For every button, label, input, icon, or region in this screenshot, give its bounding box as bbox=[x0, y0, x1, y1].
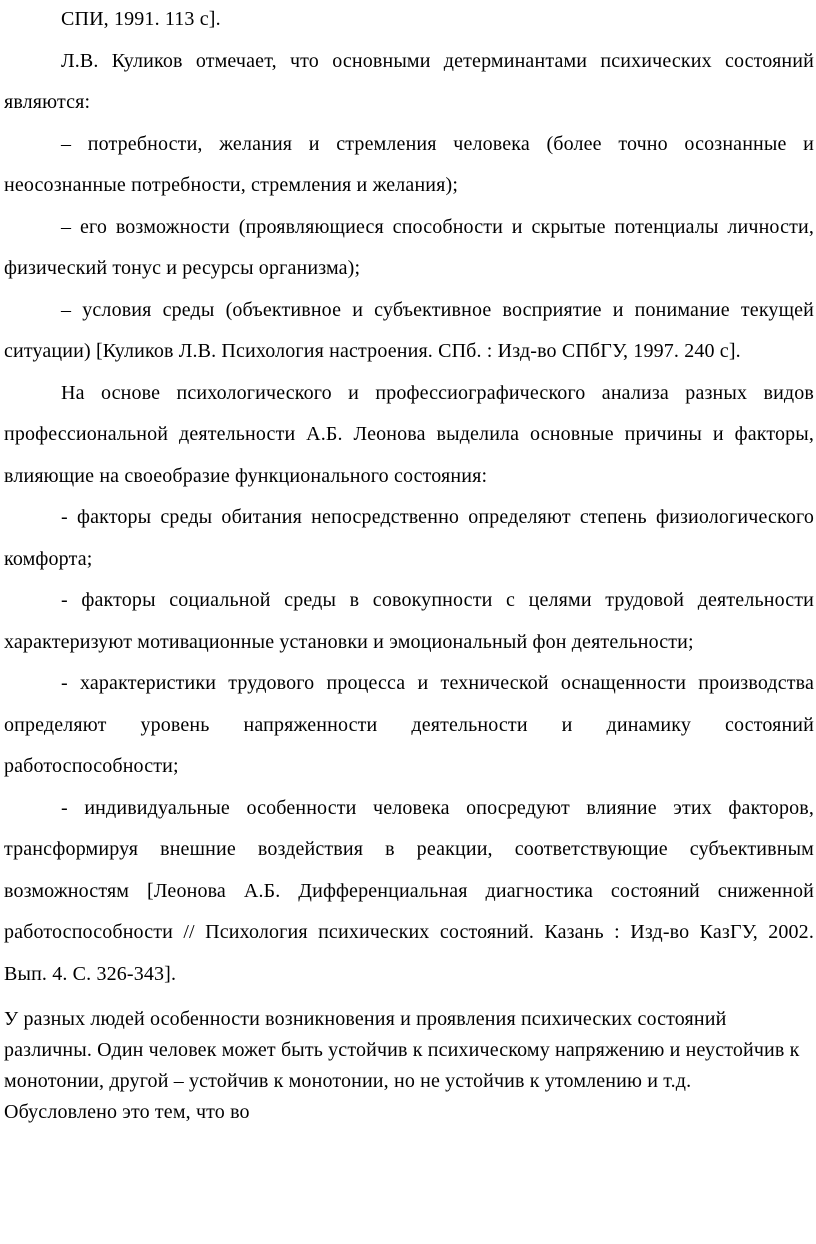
list-item-environment: – условия среды (объективное и субъективное восприятие и понимание текущей ситуации) [Куликов Л.В. Психология настроения. СПб. : Изд-во СПбГУ, 1997. 240 с]. bbox=[4, 298, 814, 362]
list-item-capabilities: – его возможности (проявляющиеся способности и скрытые потенциалы личности, физический тонус и ресурсы организма); bbox=[4, 215, 814, 279]
document-page bbox=[4, 0, 814, 1128]
list-item-habitat-factors: - факторы среды обитания непосредственно определяют степень физиологического комфорта; bbox=[4, 506, 814, 570]
paragraph-kulikov-intro: Л.В. Куликов отмечает, что основными детерминантами психических состояний являются: bbox=[4, 49, 814, 113]
paragraph-individual-differences: У разных людей особенности возникновения и проявления психических состояний различны. Один человек может быть устойчив к психическому напряжению и неустойчив к монотонии, другой – устойчив к монотонии, но не устойчив к утомлению и т.д. Обусловлено это тем, что во bbox=[4, 1008, 800, 1123]
list-item-individual-traits: - индивидуальные особенности человека опосредуют влияние этих факторов, трансформируя внешние воздействия в реакции, соответствующие субъективным возможностям [Леонова А.Б. Дифференциальная диагностика состояний сниженной работоспособности // Психология психических состояний. Казань : Изд-во КазГУ, 2002. Вып. 4. С. 326-343]. bbox=[4, 796, 814, 985]
paragraph-leonova-intro: На основе психологического и профессиографического анализа разных видов профессиональной деятельности А.Б. Леонова выделила основные причины и факторы, влияющие на своеобразие функционального состояния: bbox=[4, 381, 814, 487]
list-item-work-process: - характеристики трудового процесса и технической оснащенности производства определяют уровень напряженности деятельности и динамику состояний работоспособности; bbox=[4, 672, 814, 777]
list-item-needs: – потребности, желания и стремления человека (более точно осознанные и неосознанные потребности, стремления и желания); bbox=[4, 132, 814, 196]
paragraph-source-continuation: СПИ, 1991. 113 с]. bbox=[61, 8, 221, 30]
list-item-social-factors: - факторы социальной среды в совокупности с целями трудовой деятельности характеризуют мотивационные установки и эмоциональный фон деятельности; bbox=[4, 589, 814, 653]
